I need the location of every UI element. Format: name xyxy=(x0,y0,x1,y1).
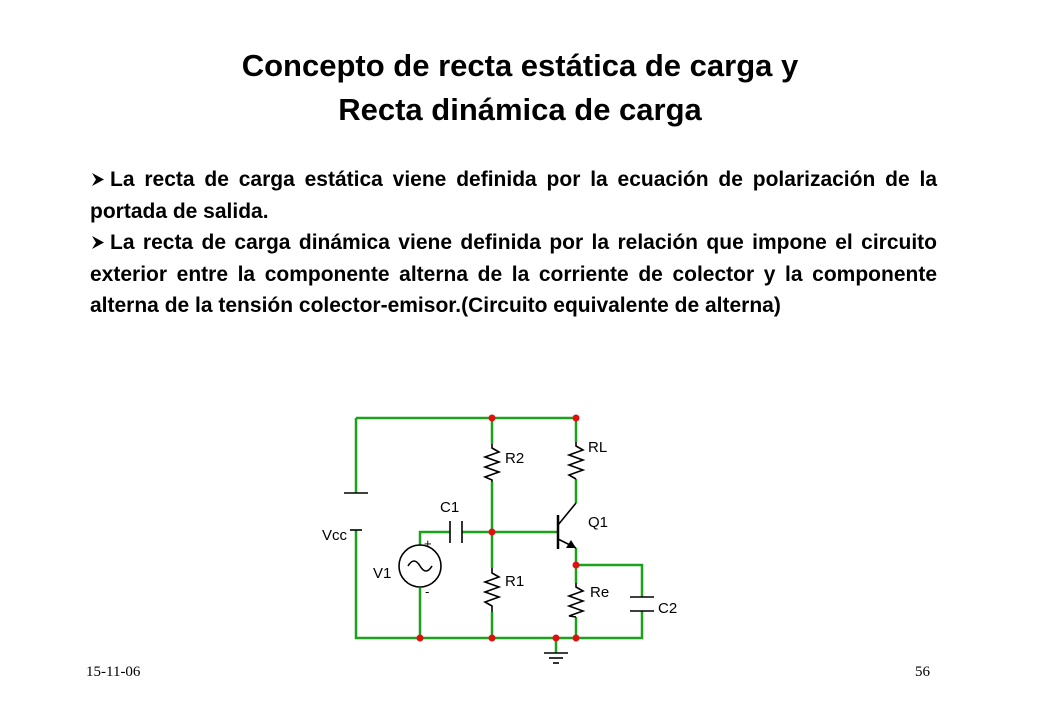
resistor-r1-symbol xyxy=(485,568,499,612)
bullet-text: La recta de carga estática viene definida por la ecuación de polarización de la portada de salida. xyxy=(90,168,937,223)
label-rl: RL xyxy=(588,439,608,456)
slide-title-line-1: Concepto de recta estática de carga y xyxy=(241,48,799,83)
bullet-text: La recta de carga dinámica viene definida por la relación que impone el circuito exterior entre la componente alterna de la corriente de colector y la componente alterna de la tensión colector-emisor.(Circuito equivalente de alterna) xyxy=(90,231,937,317)
label-re: Re xyxy=(590,584,610,601)
bullet-list xyxy=(90,164,937,322)
arrow-bullet-icon xyxy=(90,227,110,259)
resistor-rl-symbol xyxy=(569,442,583,479)
circuit-components xyxy=(344,442,654,663)
circuit-nodes xyxy=(417,415,580,642)
label-c2: C2 xyxy=(658,600,678,617)
label-q1: Q1 xyxy=(588,514,609,531)
label-r2: R2 xyxy=(505,450,525,467)
label-c1: C1 xyxy=(440,499,460,516)
label-v1: V1 xyxy=(373,565,392,582)
resistor-re-symbol xyxy=(569,583,583,617)
label-vcc: Vcc xyxy=(322,527,348,544)
footer-date: 15-11-06 xyxy=(86,664,141,680)
label-r1: R1 xyxy=(505,573,525,590)
arrow-bullet-icon xyxy=(90,164,110,196)
slide-title-line-2: Recta dinámica de carga xyxy=(338,92,702,127)
bullet-item xyxy=(90,164,937,227)
footer-page-number: 56 xyxy=(915,664,930,680)
label-v1-minus: - xyxy=(425,584,430,599)
slide-title xyxy=(0,44,1040,132)
label-v1-plus: + xyxy=(424,536,432,551)
transistor-amplifier-circuit xyxy=(300,395,720,685)
bullet-item xyxy=(90,227,937,322)
resistor-r2-symbol xyxy=(485,444,499,482)
